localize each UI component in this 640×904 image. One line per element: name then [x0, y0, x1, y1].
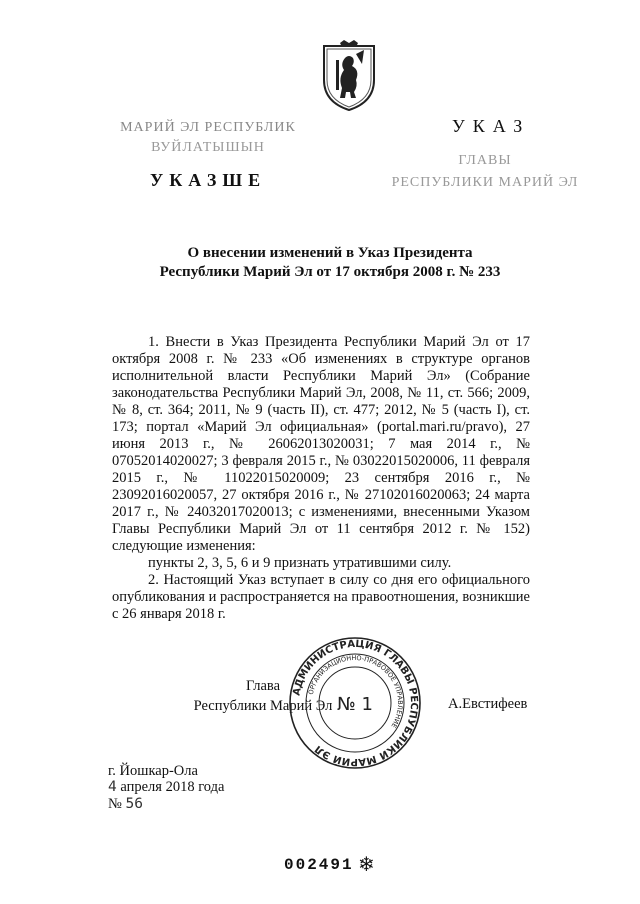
header-right — [370, 150, 600, 194]
header-left-line1: МАРИЙ ЭЛ РЕСПУБЛИК — [120, 120, 296, 135]
official-stamp — [288, 636, 422, 770]
decree-number: 56 — [125, 796, 143, 812]
document-body — [112, 334, 530, 623]
header-right-line2: РЕСПУБЛИКИ МАРИЙ ЭЛ — [391, 175, 579, 190]
header-right-line1: ГЛАВЫ — [458, 153, 512, 168]
document-title-line2: Республики Марий Эл от 17 октября 2008 г. № 233 — [159, 264, 501, 280]
document-title-line1: О внесении изменений в Указ Президента — [187, 245, 473, 261]
decree-number-line — [108, 796, 143, 813]
date-rest: апреля 2018 года — [120, 779, 225, 795]
signature-title-line2: Республики Марий Эл — [193, 698, 333, 714]
header-left-line2: ВУЙЛАТЫШЫН — [151, 140, 265, 155]
header-left-title: УКАЗШЕ — [150, 170, 267, 190]
stamp-inner-text: ОРГАНИЗАЦИОННО-ПРАВОВОЕ УПРАВЛЕНИЕ — [306, 653, 405, 730]
header-right-title: УКАЗ — [452, 116, 531, 136]
document-title — [110, 244, 550, 282]
signature-title-line1: Глава — [245, 678, 281, 694]
paragraph-2: пункты 2, 3, 5, 6 и 9 признать утратившими силу. — [148, 555, 452, 571]
paragraph-3: 2. Настоящий Указ вступает в силу со дня его официального опубликования и распространяется на правоотношения, возникшие с 26 января 2018 г. — [112, 572, 530, 622]
snowflake-icon: ❄ — [358, 854, 375, 876]
stamp-outer-text: АДМИНИСТРАЦИЯ ГЛАВЫ РЕСПУБЛИКИ МАРИЙ ЭЛ — [291, 638, 420, 768]
serial-number: 002491 — [284, 856, 354, 874]
decree-number-prefix: № — [108, 796, 122, 812]
date-line — [108, 779, 224, 796]
signature-name: А.Евстифеев — [448, 696, 528, 712]
paragraph-1: 1. Внести в Указ Президента Республики Марий Эл от 17 октября 2008 г. № 233 «Об изменениях в структуре органов исполнительной власти Республики Марий Эл» (Собрание законодательства Республики Марий Эл, 2008, № 11, ст. 566; 2009, № 8, ст. 364; 2011, № 9 (часть II), ст. 477; 2012, № 5 (часть I), ст. 173; портал «Марий Эл официальная» (portal.mari.ru/pravo), 27 июня 2013 г., № 26062013020031; 7 мая 2014 г., № 07052014020027; 3 февраля 2015 г., № 03022015020006, 11 февраля 2015 г., № 11022015020009; 23 сентября 2016 г., № 23092016020057, 27 октября 2016 г., № 27102016020063; 24 марта 2017 г., № 24032017020013; с изменениями, внесенными Указом Главы Республики Марий Эл от 11 сентября 2012 г. № 152) следующие изменения: — [112, 334, 530, 554]
date-day: 4 — [108, 779, 117, 795]
header-left — [108, 118, 308, 158]
city: г. Йошкар-Ола — [108, 763, 198, 779]
coat-of-arms-emblem — [318, 40, 380, 112]
stamp-number: № 1 — [337, 694, 373, 715]
